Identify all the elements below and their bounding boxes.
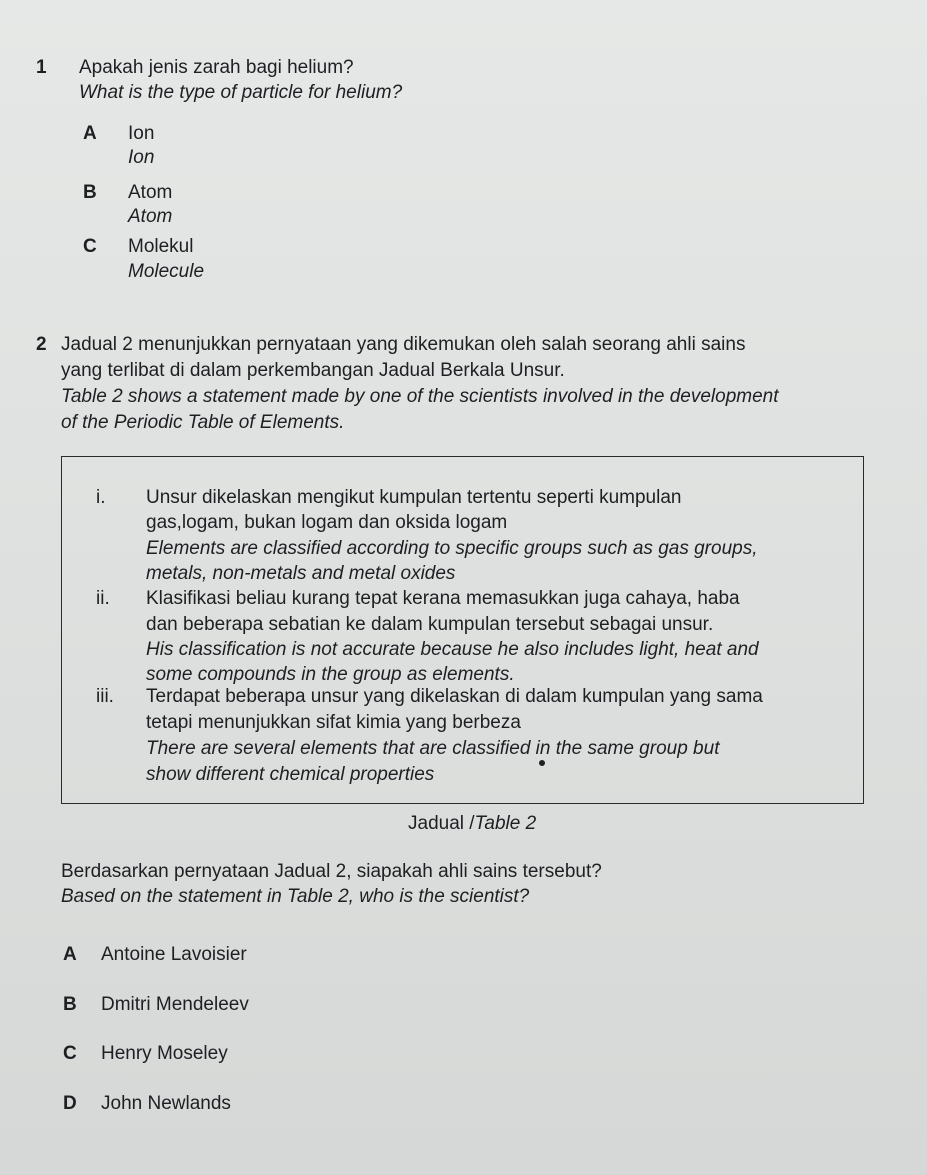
table-row-3-en-line-1: There are several elements that are classified in the same group but [146, 738, 720, 759]
question-2-intro-ms-line-1: Jadual 2 menunjukkan pernyataan yang dikemukan oleh salah seorang ahli sains [61, 334, 746, 355]
table-row-3-numeral: iii. [96, 686, 114, 707]
table-row-2-en-line-1: His classification is not accurate because he also includes light, heat and [146, 639, 759, 660]
table-caption-en: Table 2 [474, 813, 537, 834]
q2-option-b-letter[interactable]: B [63, 994, 77, 1015]
q1-option-c-letter[interactable]: C [83, 236, 97, 257]
q1-option-b-letter[interactable]: B [83, 182, 97, 203]
table-caption [408, 813, 536, 835]
question-2-ask-ms: Berdasarkan pernyataan Jadual 2, siapakah ahli sains tersebut? [61, 861, 602, 882]
table-row-3-ms-line-2: tetapi menunjukkan sifat kimia yang berbeza [146, 712, 521, 733]
ink-dot [539, 760, 545, 766]
q1-option-b-ms[interactable]: Atom [128, 182, 173, 203]
q2-option-a-letter[interactable]: A [63, 944, 77, 965]
table-row-1-ms-line-2: gas,logam, bukan logam dan oksida logam [146, 512, 508, 533]
table-row-2-ms-line-1: Klasifikasi beliau kurang tepat kerana memasukkan juga cahaya, haba [146, 588, 740, 609]
question-2-ask-en: Based on the statement in Table 2, who is the scientist? [61, 886, 530, 907]
q1-option-c-ms[interactable]: Molekul [128, 236, 194, 257]
q1-option-a-en[interactable]: Ion [128, 147, 155, 168]
q2-option-d-text[interactable]: John Newlands [101, 1093, 231, 1114]
table-row-2-ms-line-2: dan beberapa sebatian ke dalam kumpulan tersebut sebagai unsur. [146, 614, 714, 635]
q2-option-b-text[interactable]: Dmitri Mendeleev [101, 994, 249, 1015]
q1-option-c-en[interactable]: Molecule [128, 261, 205, 282]
question-1-text-ms: Apakah jenis zarah bagi helium? [79, 57, 354, 78]
q2-option-c-text[interactable]: Henry Moseley [101, 1043, 228, 1064]
table-row-3-en-line-2: show different chemical properties [146, 764, 435, 785]
table-row-2-numeral: ii. [96, 588, 110, 609]
question-2-intro-ms-line-2: yang terlibat di dalam perkembangan Jadual Berkala Unsur. [61, 360, 565, 381]
table-row-1-ms-line-1: Unsur dikelaskan mengikut kumpulan tertentu seperti kumpulan [146, 487, 682, 508]
question-1-text-en: What is the type of particle for helium? [79, 82, 403, 103]
table-row-3-ms-line-1: Terdapat beberapa unsur yang dikelaskan di dalam kumpulan yang sama [146, 686, 763, 707]
table-row-1-en-line-1: Elements are classified according to specific groups such as gas groups, [146, 538, 758, 559]
table-caption-ms: Jadual / [408, 813, 475, 834]
table-row-2-en-line-2: some compounds in the group as elements. [146, 664, 515, 685]
table-row-1-numeral: i. [96, 487, 106, 508]
q2-option-d-letter[interactable]: D [63, 1093, 77, 1114]
question-1-number: 1 [36, 57, 47, 78]
q2-option-a-text[interactable]: Antoine Lavoisier [101, 944, 247, 965]
q2-option-c-letter[interactable]: C [63, 1043, 77, 1064]
question-2-intro-en-line-2: of the Periodic Table of Elements. [61, 412, 345, 433]
table-row-1-en-line-2: metals, non-metals and metal oxides [146, 563, 456, 584]
question-2-number: 2 [36, 334, 47, 355]
q1-option-a-letter[interactable]: A [83, 123, 97, 144]
q1-option-b-en[interactable]: Atom [128, 206, 173, 227]
q1-option-a-ms[interactable]: Ion [128, 123, 155, 144]
question-2-intro-en-line-1: Table 2 shows a statement made by one of the scientists involved in the development [61, 386, 779, 407]
